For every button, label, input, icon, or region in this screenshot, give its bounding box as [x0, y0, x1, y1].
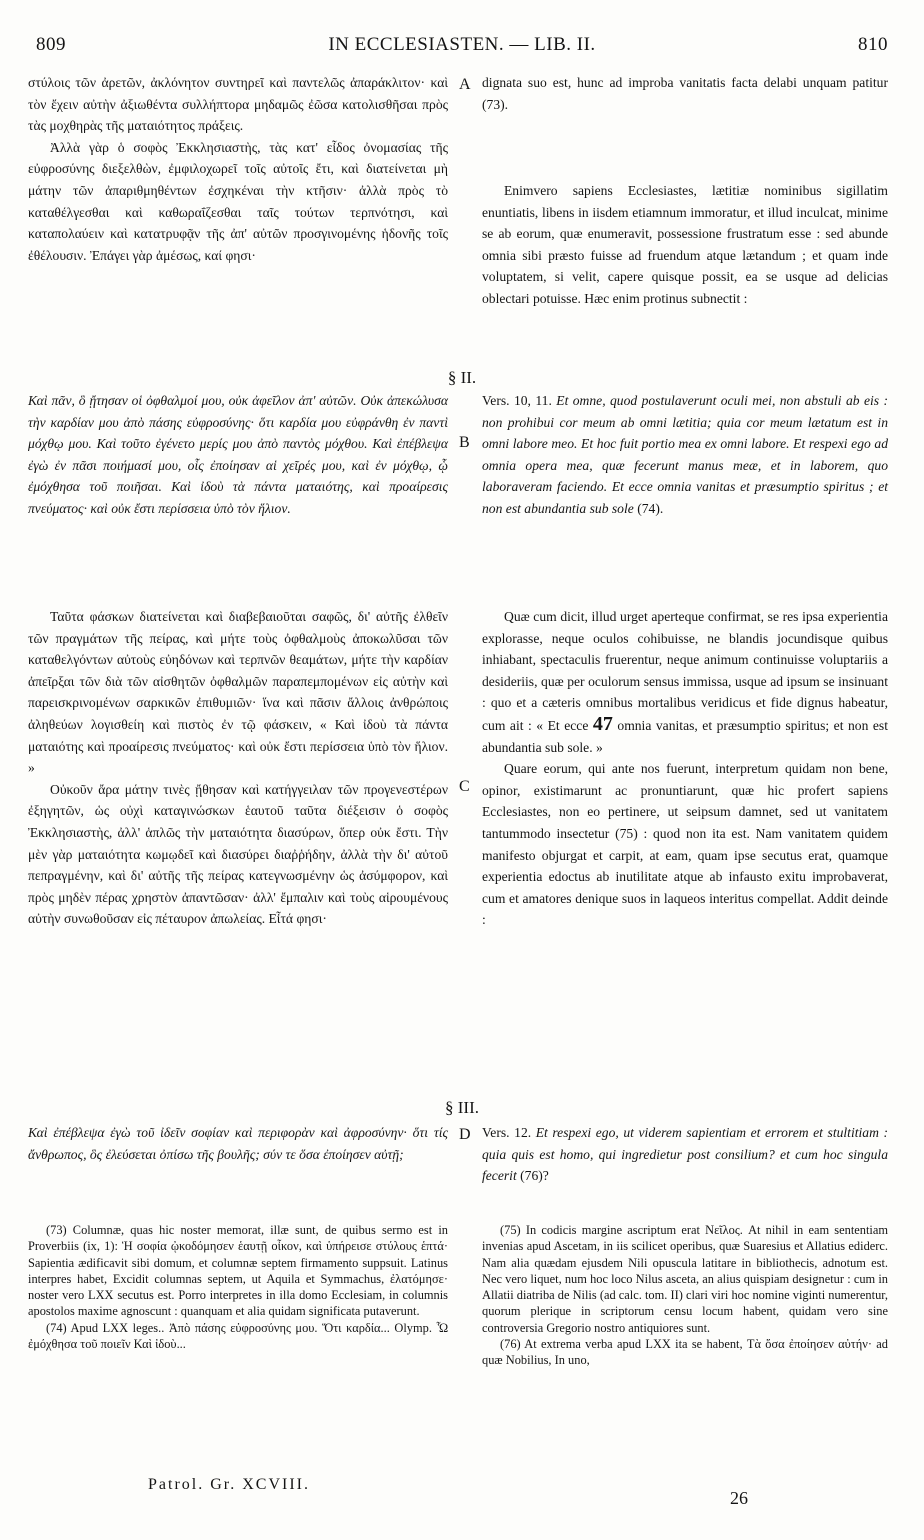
latin-verse-12 [482, 1122, 888, 1187]
latin-text: omnia vanitas, et præsumptio spiritus; et non est abundantia sub sole. » [482, 717, 888, 755]
greek-quote: Καὶ ἐπέβλεψα ἐγὼ τοῦ ἰδεῖν σοφίαν καὶ περιφορὰν καὶ ἀφροσύνην· ὅτι τίς ἄνθρωπος, ὃς ἐλεύσεται ὀπίσω τῆς βουλῆς; σύν τε ὅσα ἐποίησεν αὐτῇ; [28, 1125, 448, 1162]
page-number: 26 [730, 1488, 748, 1508]
column-number-left: 809 [36, 34, 66, 55]
footnote: (75) In codicis margine ascriptum erat Νεῖλος. At nihil in eam sententiam invenias apud Ascetam, in iis scilicet operibus, quæ Suaresius et Allatius ediderc. Nam alia quædam ejusdem Nili opuscula latitare in bibliothecis, adnotum est. Nec vero liquet, num hoc loco Nilus asceta, an alius quispiam designetur : cum in Allatii diatriba de Nilis (ad calc. tom. II) clari viri hoc nomine viginti numerentur, quorum plerique in scriptorum censu locum habent, quidam vero sine controversia Gregorio nostro antiquiores sunt. [482, 1223, 888, 1335]
latin-text: Quæ cum dicit, illud urget aperteque confirmat, se res ipsa experientia explorasse, neque oculos cohibuisse, ne blandis jocundisque quibus inhiabant, spectaculis fruerentur, neque animum continuisse voluptariis a desideriis, quæ per oculorum sensus immissa, usque ad ipsum se insinuant : quo et a cæteris omnibus mortalibus veridicus et fide dignus habeatur, cum ait : « Et ecce [482, 609, 888, 733]
greek-paragraph: Ταῦτα φάσκων διατείνεται καὶ διαβεβαιοῦται σαφῶς, δι' αὐτῆς ἐλθεῖν τῶν πραγμάτων τῆς πείρας, καὶ μήτε τοὺς ὀφθαλμοὺς ἀποκωλῦσαι τῶν καταθελγόντων αὐτοὺς εὐηδόνων καὶ τερπνῶν θεαμάτων, μήτε τὴν καρδίαν ἀπεῖρξαι τῶν διὰ τῶν αἰσθητῶν ὀφθαλμῶν παραπεμπομένων εἰς αὐτὴν καὶ παρεισκρινομένων σαρκικῶν ἐπιθυμιῶν· ἵνα καὶ πᾶσιν ἄλλοις ἀνθρώποις ἀληθεύων λογισθείη καὶ πιστὸς ἐν τῷ φάσκειν, « Καὶ ἰδοὺ τὰ πάντα ματαιότης καὶ προαίρεσις πνεύματος· καὶ οὐκ ἔστι περίσσεια ὑπὸ τὸν ἥλιον. » [28, 609, 448, 776]
section-heading-2: § II. [447, 368, 477, 387]
latin-paragraph: dignata suo est, hunc ad improba vanitatis facta delabi unquam patitur (73). [482, 75, 888, 112]
column-number-right: 810 [858, 34, 888, 55]
verse-label: Vers. 10, 11. [482, 393, 552, 408]
latin-text-block-2 [482, 180, 888, 310]
running-title: IN ECCLESIASTEN. — LIB. II. [328, 34, 596, 55]
verse-label: Vers. 12. [482, 1125, 532, 1140]
latin-paragraph: Quare eorum, qui ante nos fuerunt, interpretum quidam non bene, opinor, existimarunt ac pronuntiarunt, quæ hic profert sapiens Ecclesiastes, non eo pertinere, ut seipsum damnet, sed ut vanitatem tantummodo insectetur (75) : quod non ita est. Nam vanitatem quidem manifesto objurgat et carpit, at eam, quam ipse secutus erat, quamque experientia edoctus ab inutilitate atque ab infausto exitu improbaverat, cum et amatores denique suos in laqueos interitus compellat. Addit deinde : [482, 761, 888, 928]
signature-mark: Patrol. Gr. XCVIII. [148, 1476, 310, 1493]
latin-paragraph: Enimvero sapiens Ecclesiastes, lætitiæ nominibus sigillatim enuntiatis, libens in iisdem etiamnum immoratur, et illud inculcat, minime se ab eorum, quæ enumeravit, possessione frustratum esse : sed abunde omnia sibi præsto fuisse ad fruendum atque lætandum ; et quam inde voluptatem, si velit, capere quisque possit, ea se usque ad delicias oblectari potuisse. Hæc enim protinus subnectit : [482, 183, 888, 306]
footnotes-right [482, 1222, 888, 1369]
greek-paragraph: στύλοις τῶν ἀρετῶν, ἀκλόνητον συντηρεῖ καὶ παντελῶς ἀπαράκλιτον· καὶ τὸν ἔχειν αὐτὴν ἀξιωθέντα συλλήπτορα μηδαμῶς ἐῶσα κατολισθῆσαι πρὸς τὰς μοχθηρὰς τῆς ματαιότητος πράξεις. [28, 75, 448, 134]
latin-text-block-3 [482, 606, 888, 931]
footnotes-left [28, 1222, 448, 1352]
verse-text: Et respexi ego, ut viderem sapientiam et errorem et stultitiam : quia quis est homo, qui ingredietur post consilium? et cum hoc singula fecerit [482, 1125, 888, 1184]
footnote: (76) At extrema verba apud LXX ita se habent, Τὰ ὅσα ἐποίησεν αὐτήν· ad quæ Nobilius, In uno, [482, 1337, 888, 1368]
note-reference: (74). [637, 500, 664, 516]
margin-marker-d: D [459, 1126, 471, 1143]
verse-text: Et omne, quod postulaverunt oculi mei, non abstuli ab eis : non prohibui cor meum ab omni lætitia; quia cor meum lætatum est in omni labore meo. Et hoc fuit portio mea ex omni labore. Et respexi ego ad omnia opera mea, quæ fecerunt manus meæ, et in laborem, quo laboraveram faciendo. Et ecce omnia vanitas et præsumptio spiritus ; et non est abundantia sub sole [482, 393, 888, 516]
greek-scripture-quote-3 [28, 1122, 448, 1165]
margin-marker-c: C [459, 778, 470, 795]
greek-paragraph: Οὐκοῦν ἄρα μάτην τινὲς ᾔθησαν καὶ κατήγγειλαν τῶν προγενεστέρων ἐξηγητῶν, ὡς οὐχὶ καταγινώσκων ἑαυτοῦ ταῦτα διέξεισιν ὁ σοφὸς Ἐκκλησιαστὴς, ἀλλ' ἁπλῶς τὴν ματαιότητα διασύρων, ὅπερ οὐκ ἔστι. Τὴν μὲν γὰρ ματαιότητα κωμῳδεῖ καὶ διασύρει διαῤῥήδην, ἀλλὰ τὴν δι' αὐτοῦ πεπραγμένην, καὶ δι' αὐτῆς τῆς πείρας κατεγνωσμένην ὡς ἀσύμφορον, καὶ πρὸς μηδὲν πέρας χρηστὸν ἀπαντῶσαν· ἀλλ' ἔμπαλιν καὶ τοὺς αἱρουμένους αὐτὴν συνωθοῦσαν εἰς πέταυρον ἀπωλείας. Εἶτά φησι· [28, 781, 448, 927]
folio-number: 47 [592, 712, 613, 735]
margin-marker-b: B [459, 434, 470, 451]
margin-marker-a: A [459, 76, 471, 93]
greek-text-block-2 [28, 606, 448, 930]
greek-paragraph: Ἀλλὰ γὰρ ὁ σοφὸς Ἐκκλησιαστὴς, τὰς κατ' εἶδος ὀνομασίας τῆς εὐφροσύνης διεξελθὼν, ἐμφιλοχωρεῖ τοῖς αὐτοῖς ἔτι, καὶ διατείνεται μὴ μάτην τῶν ἀπαριθμηθέντων ἐσχηκέναι τὴν κτῆσιν· ἀλλὰ πρὸς τὸ καταθέλγεσθαι καὶ καθωραΐζεσθαι ταῖς τούτων τερπνότησι, καὶ καταπολαύειν καὶ κατατρυφᾷν τῆς ἀπ' αὐτῶν προσγινομένης ἡδονῆς τοῖς ἐθέλουσιν. Ἐπάγει γὰρ ἀμέσως, καί φησι· [28, 139, 448, 263]
latin-text-block-1 [482, 72, 888, 115]
greek-text-block-1 [28, 72, 448, 356]
latin-verse-10-11 [482, 390, 888, 520]
footnote: (73) Columnæ, quas hic noster memorat, illæ sunt, de quibus sermo est in Proverbiis (ix, 1): Ἡ σοφία ᾠκοδόμησεν ἑαυτῇ οἶκον, καὶ ὑπήρεισε στύλους ἑπτά· Sapientia ædificavit sibi domum, et columnæ septem firmamento suppsuit. Latinus interpres habet, Excidit columnas septem, ut Aquila et Symmachus, ἐλατόμησε· noster vero LXX secutus est. Porro interpretes in illa domo Ecclesiam, in columnis apostolos maxime agnoscunt : quanquam et alia quidam significata putaverunt. [28, 1223, 448, 1319]
section-heading-3: § III. [445, 1098, 479, 1117]
running-header [36, 34, 888, 64]
note-reference: (76)? [520, 1168, 549, 1184]
greek-quote: Καὶ πᾶν, ὃ ᾔτησαν οἱ ὀφθαλμοί μου, οὐκ ἀφεῖλον ἀπ' αὐτῶν. Οὐκ ἀπεκώλυσα τὴν καρδίαν μου ἀπὸ πάσης εὐφροσύνης· ὅτι καρδία μου εὐφράνθη ἐν παντὶ μόχθῳ μου. Καὶ τοῦτο ἐγένετο μερίς μου ἀπὸ παντὸς μόχθου. Καὶ ἐπέβλεψα ἐγὼ ἐν πᾶσι ποιήμασί μου, οἷς ἐποίησαν αἱ χεῖρές μου, καὶ ἐν μόχθῳ, ᾧ ἐμόχθησα τοῦ ποιῆσαι. Καὶ ἰδοὺ τὰ πάντα ματαιότης, καὶ προαίρεσις πνεύματος· καὶ οὐκ ἔστι περίσσεια ὑπὸ τὸν ἥλιον. [28, 393, 448, 516]
latin-paragraph [482, 606, 888, 758]
greek-scripture-quote-2 [28, 390, 448, 520]
footnote: (74) Apud LXX leges.. Ἀπὸ πάσης εὐφροσύνης μου. Ὅτι καρδία... Olymp. Ὧ ἐμόχθησα τοῦ ποιεῖν Καὶ ἰδοὺ... [28, 1320, 448, 1352]
